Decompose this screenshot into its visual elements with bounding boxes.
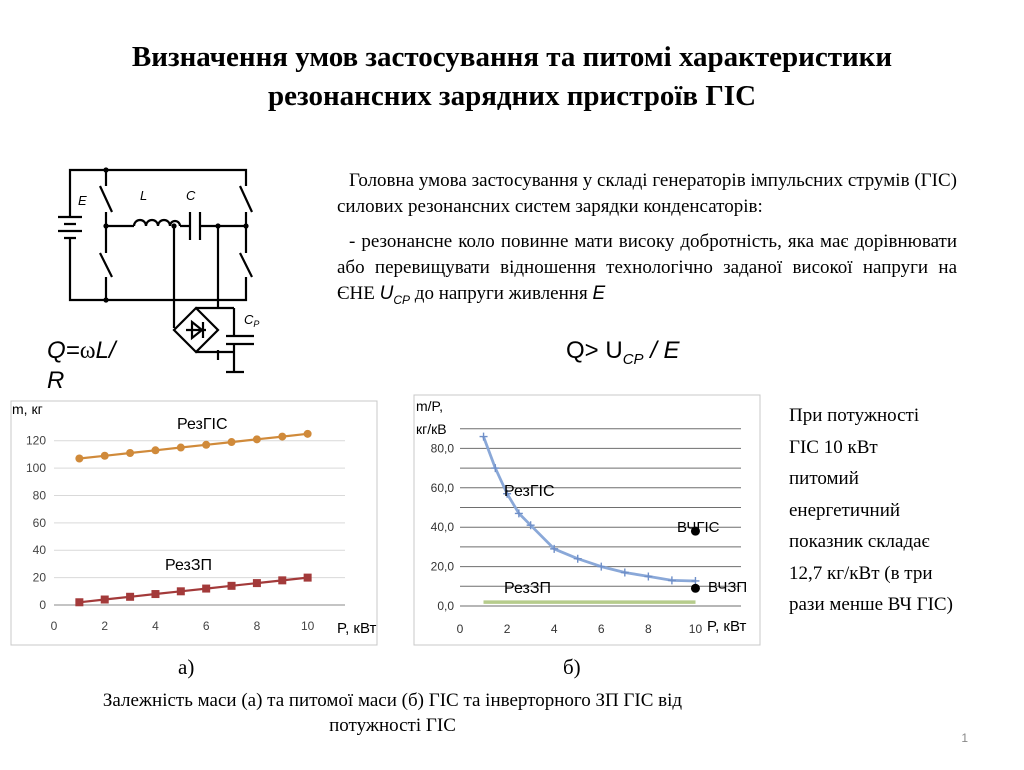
label-cp: $C_P$ — [244, 312, 260, 329]
chart-b-y-tick: 60,0 — [430, 480, 454, 495]
caption-line-1: Залежність маси (а) та питомої маси (б) ГІС та інверторного ЗП ГІС від — [102, 690, 683, 711]
chart-a-series-label: РезЗП — [165, 557, 213, 574]
note-line: рази менше ВЧ ГІС) — [789, 594, 953, 615]
chart-b-x-tick: 4 — [550, 622, 558, 636]
chart-a-x-tick: 10 — [300, 619, 315, 633]
chart-a-y-tick: 60 — [32, 515, 46, 530]
chart-a-x-tick: 8 — [253, 619, 261, 633]
rectifier-diode — [186, 322, 206, 338]
page-number: 1 — [961, 731, 968, 745]
chart-a-point — [151, 446, 159, 454]
chart-a-point — [75, 454, 83, 462]
chart-b-y-label: кг/кВ — [416, 421, 447, 437]
note-line: ГІС 10 кВт — [789, 436, 878, 458]
wire-right-switches — [240, 180, 252, 282]
ratio-formula-sub: CP — [622, 350, 644, 368]
chart-a-x-tick: 4 — [152, 619, 159, 633]
chart-a-y-tick: 0 — [39, 598, 46, 612]
note-line: При потужності — [789, 405, 920, 426]
chart-a-point — [126, 593, 134, 601]
chart-a-x-tick: 0 — [50, 619, 58, 633]
chart-a-y-tick: 40 — [32, 543, 46, 558]
ratio-formula-suffix: / E — [643, 337, 680, 364]
source-battery — [58, 205, 82, 243]
slide-title — [20, 38, 1004, 116]
chart-b-y-tick: 80,0 — [430, 441, 454, 456]
quality-formula-rest: L/ — [95, 337, 116, 364]
main-text-paragraph-2: - резонансне коло повинне мати високу добротність, яка має дорівнювати або перевищувати відношення технологічно заданої високої напруги на ЄНЕ $U_{CP}$ до напруги живлення E — [337, 231, 957, 307]
slide-title-line-1: Визначення умов застосування та питомі характеристики — [131, 41, 893, 73]
note-line: питомий — [789, 468, 859, 489]
chart-a-series-label: РезГІС — [177, 416, 228, 433]
chart-a-x-tick: 6 — [202, 619, 210, 633]
chart-a-point — [177, 587, 185, 595]
caption-line-2: потужності ГІС — [329, 715, 456, 736]
chart-a-point — [253, 579, 261, 587]
chart-a-point — [202, 585, 210, 593]
specific-mass-vs-power-chart — [412, 393, 762, 647]
chart-a-point — [304, 574, 312, 582]
chart-b-y-tick: 0,0 — [437, 599, 454, 613]
ratio-formula — [566, 336, 680, 375]
chart-a-point — [278, 576, 286, 584]
chart-b-y-label: m/P, — [416, 398, 443, 414]
chart-b-series-label: РезЗП — [504, 580, 552, 597]
chart-b-x-tick: 10 — [688, 622, 703, 636]
note-line: показник складає — [789, 531, 930, 552]
figure-caption — [30, 688, 755, 738]
chart-b-y-tick: 20,0 — [430, 559, 454, 574]
chart-a-point — [101, 452, 109, 460]
quality-formula — [47, 336, 116, 396]
capacitor-plates — [190, 212, 200, 240]
specific-energy-note — [789, 400, 999, 621]
chart-a-point — [253, 435, 261, 443]
mass-vs-power-chart — [10, 397, 378, 647]
chart-a-point — [228, 582, 236, 590]
ratio-formula-prefix: Q> U — [566, 337, 623, 364]
label-l: L — [140, 188, 148, 203]
quality-formula-line2: R — [47, 367, 65, 394]
chart-b-x-tick: 6 — [597, 622, 605, 636]
label-c: C — [186, 188, 196, 203]
main-text — [337, 168, 957, 322]
note-line: 12,7 кг/кВт (в три — [789, 562, 933, 584]
chart-b-point-label: ВЧЗП — [708, 579, 748, 596]
chart-a-point — [101, 596, 109, 604]
chart-b-x-tick: 8 — [645, 622, 652, 636]
chart-b-x-label: P, кВт — [707, 618, 747, 635]
chart-b-series-label: РезГІС — [504, 483, 555, 500]
chart-b-point-marker — [691, 584, 700, 593]
chart-b-label: б) — [563, 655, 581, 679]
chart-a-y-label: m, кг — [12, 401, 43, 417]
chart-a-point — [151, 590, 159, 598]
chart-a-y-tick: 120 — [25, 433, 46, 448]
chart-a-y-tick: 20 — [32, 570, 46, 585]
label-e: E — [78, 193, 87, 208]
chart-a-y-tick: 100 — [25, 461, 46, 476]
chart-a-x-label: P, кВт — [337, 620, 377, 637]
chart-b-y-tick: 40,0 — [430, 520, 454, 535]
chart-b-point-label: ВЧГІС — [677, 519, 720, 536]
chart-a-x-tick: 2 — [101, 619, 109, 633]
chart-a-point — [126, 449, 134, 457]
chart-a-point — [75, 598, 83, 606]
chart-a-point — [177, 444, 185, 452]
chart-a-y-tick: 80 — [32, 488, 46, 503]
slide-title-line-2: резонансних зарядних пристроїв ГІС — [267, 80, 757, 112]
wire-bottom — [70, 243, 246, 300]
wire-top — [70, 170, 246, 205]
chart-a-point — [304, 430, 312, 438]
chart-b-x-tick: 0 — [456, 622, 464, 636]
wire-left-switches — [100, 170, 112, 300]
quality-formula-prefix: Q= — [47, 337, 80, 364]
chart-a-point — [202, 441, 210, 449]
note-line: енергетичний — [789, 499, 901, 521]
wire-rectifier — [174, 226, 218, 360]
chart-a-point — [228, 438, 236, 446]
quality-formula-omega: ω — [79, 338, 96, 364]
chart-a-label: а) — [178, 655, 195, 679]
chart-b-x-tick: 2 — [503, 622, 511, 636]
main-text-paragraph-1: Головна умова застосування у складі генераторів імпульсних струмів (ГІС) силових резонансних систем зарядки конденсаторів: — [337, 170, 957, 217]
chart-a-point — [278, 433, 286, 441]
